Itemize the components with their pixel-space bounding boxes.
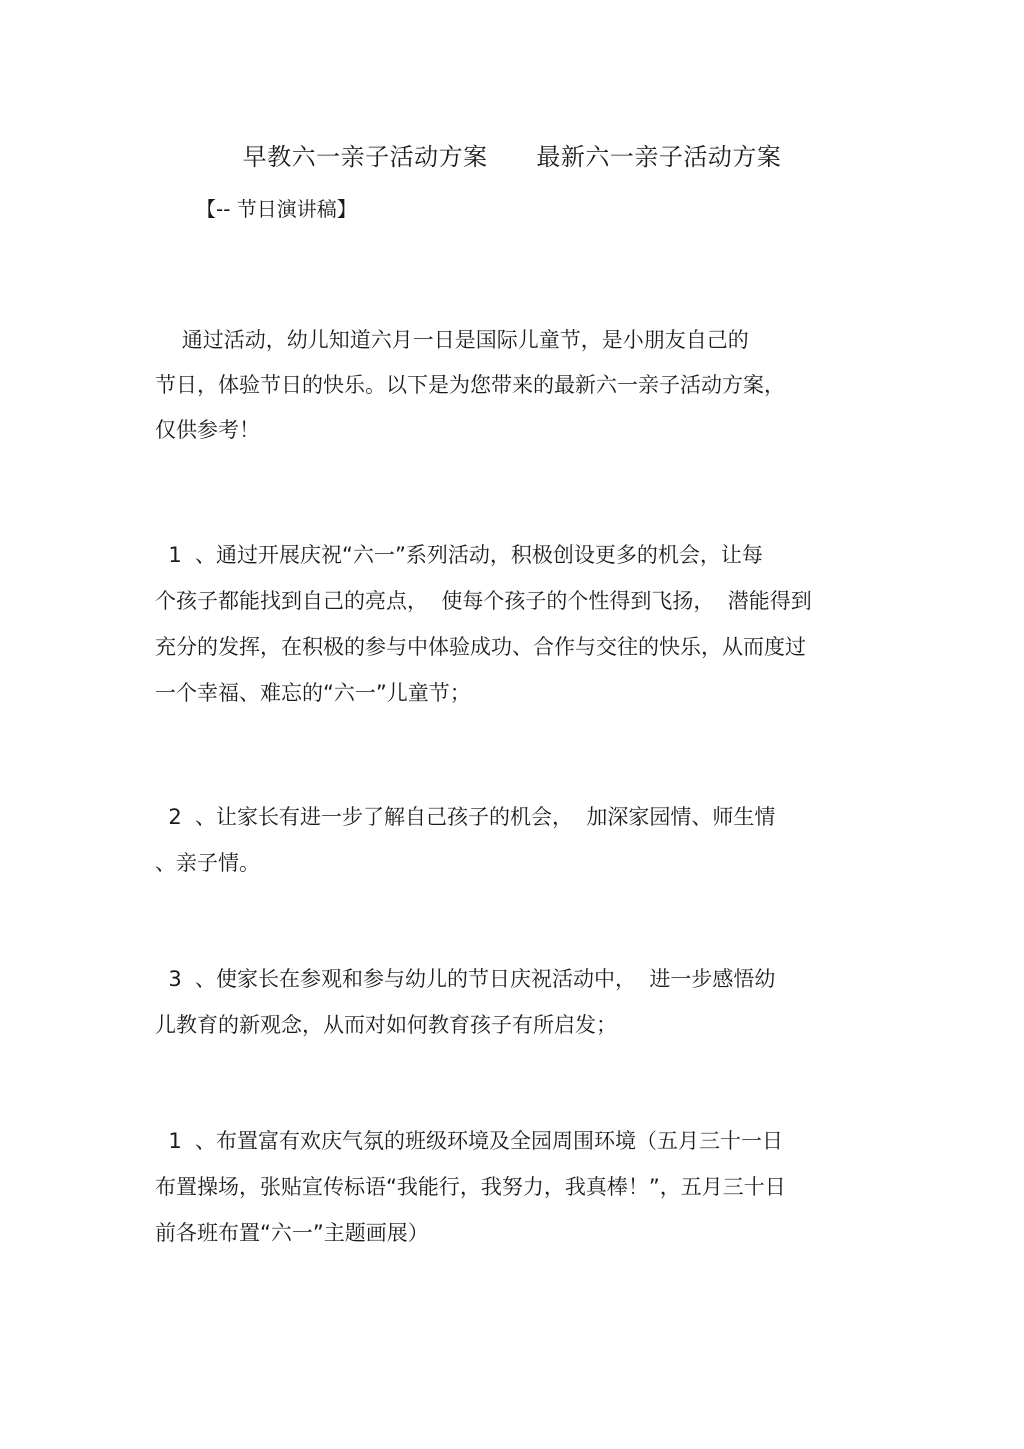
category-tag: 【-- 节日演讲稿】 <box>196 197 357 221</box>
objective-3-paragraph <box>155 956 875 1048</box>
document-title: 早教六一亲子活动方案 最新六一亲子活动方案 <box>242 143 782 171</box>
preparation-1-paragraph <box>155 1118 875 1256</box>
paragraph-line: 儿教育的新观念，从而对如何教育孩子有所启发； <box>155 1013 617 1037</box>
paragraph-line: 3 、使家长在参观和参与幼儿的节日庆祝活动中， 进一步感悟幼 <box>155 967 776 991</box>
paragraph-line: 、亲子情。 <box>155 851 260 875</box>
objective-2-paragraph <box>155 794 875 886</box>
intro-paragraph <box>155 318 875 453</box>
objective-1-paragraph <box>155 532 875 716</box>
intro-line: 通过活动，幼儿知道六月一日是国际儿童节，是小朋友自己的 <box>155 328 749 352</box>
paragraph-line: 1 、布置富有欢庆气氛的班级环境及全园周围环境（五月三十一日 <box>155 1129 784 1153</box>
intro-line: 节日，体验节日的快乐。以下是为您带来的最新六一亲子活动方案， <box>155 373 785 397</box>
paragraph-line: 布置操场，张贴宣传标语“我能行，我努力，我真棒！”，五月三十日 <box>155 1175 786 1199</box>
paragraph-line: 2 、让家长有进一步了解自己孩子的机会， 加深家园情、师生情 <box>155 805 776 829</box>
paragraph-line: 一个幸福、难忘的“六一”儿童节； <box>155 681 471 705</box>
paragraph-line: 个孩子都能找到自己的亮点， 使每个孩子的个性得到飞扬， 潜能得到 <box>155 589 812 613</box>
intro-line: 仅供参考！ <box>155 418 260 442</box>
paragraph-line: 1 、通过开展庆祝“六一”系列活动，积极创设更多的机会，让每 <box>155 543 763 567</box>
paragraph-line: 充分的发挥，在积极的参与中体验成功、合作与交往的快乐，从而度过 <box>155 635 806 659</box>
paragraph-line: 前各班布置“六一”主题画展） <box>155 1221 429 1245</box>
